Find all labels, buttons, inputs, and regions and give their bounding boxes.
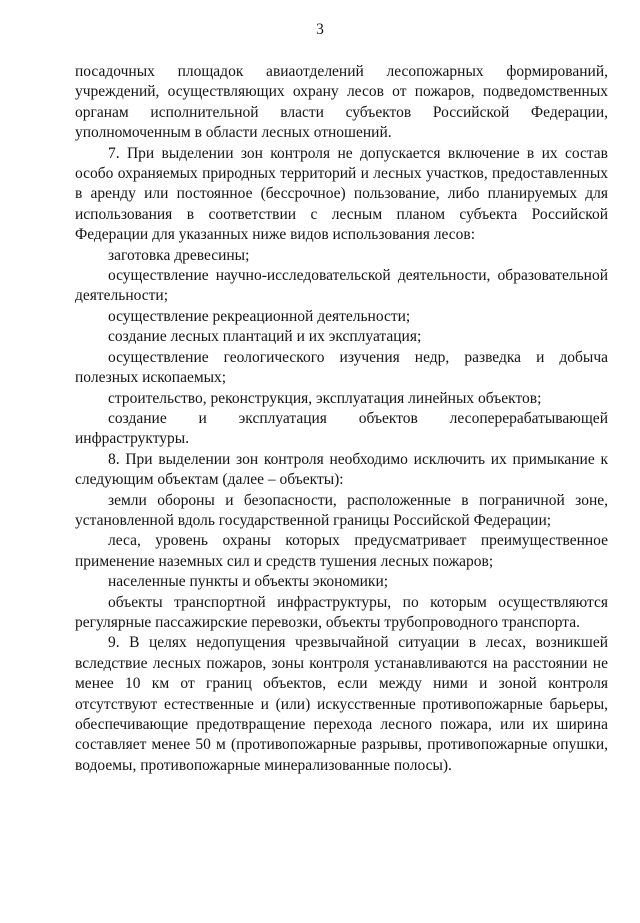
list-item-ground-protected-forests: леса, уровень охраны которых предусматривает преимущественное применение наземных сил и средств тушения лесных пожаров; bbox=[75, 532, 608, 570]
list-item-wood-processing: создание и эксплуатация объектов лесоперерабатывающей инфраструктуры. bbox=[75, 409, 608, 448]
paragraph-item-7: 7. При выделении зон контроля не допускается включение в их состав особо охраняемых природных территорий и лесных участков, предоставленных в аренду или постоянное (бессрочное) пользование, либо планируемых для использования в соответствии с лесным планом субъекта Российской Федерации для указанных ниже видов использования лесов: bbox=[75, 144, 608, 244]
paragraph-continuation: посадочных площадок авиаотделений лесопожарных формирований, учреждений, осуществляющих охрану лесов от пожаров, подведомственных органам исполнительной власти субъектов Российской Федерации, уполномоченным в области лесных отношений. bbox=[75, 63, 608, 142]
list-item-recreation: осуществление рекреационной деятельности; bbox=[108, 307, 411, 325]
list-item-forest-plantations: создание лесных плантаций и их эксплуатация; bbox=[108, 328, 422, 346]
page-number: 3 bbox=[316, 21, 324, 38]
document-body bbox=[75, 62, 608, 776]
paragraph-item-8: 8. При выделении зон контроля необходимо исключить их примыкание к следующим объектам (далее – объекты): bbox=[75, 450, 608, 489]
list-item-research-education: осуществление научно-исследовательской деятельности, образовательной деятельности; bbox=[75, 267, 608, 305]
list-item-defense-lands: земли обороны и безопасности, расположенные в пограничной зоне, установленной вдоль государственной границы Российской Федерации; bbox=[75, 491, 608, 529]
list-item-transport-infrastructure: объекты транспортной инфраструктуры, по которым осуществляются регулярные пассажирские перевозки, объекты трубопроводного транспорта. bbox=[75, 593, 608, 631]
list-item-settlements: населенные пункты и объекты экономики; bbox=[108, 573, 389, 591]
paragraph-item-9: 9. В целях недопущения чрезвычайной ситуации в лесах, возникшей вследствие лесных пожаров, зоны контроля устанавливаются на расстоянии не менее 10 км от границ объектов, если между ними и зоной контроля отсутствуют естественные и (или) искусственные противопожарные барьеры, обеспечивающие предотвращение перехода лесного пожара, или их ширина составляет менее 50 м (противопожарные разрывы, противопожарные опушки, водоемы, противопожарные минерализованные полосы). bbox=[75, 634, 608, 774]
list-item-linear-objects: строительство, реконструкция, эксплуатация линейных объектов; bbox=[108, 389, 542, 407]
list-item-geology-mining: осуществление геологического изучения недр, разведка и добыча полезных ископаемых; bbox=[75, 348, 608, 387]
list-item-timber-harvesting: заготовка древесины; bbox=[108, 246, 250, 264]
